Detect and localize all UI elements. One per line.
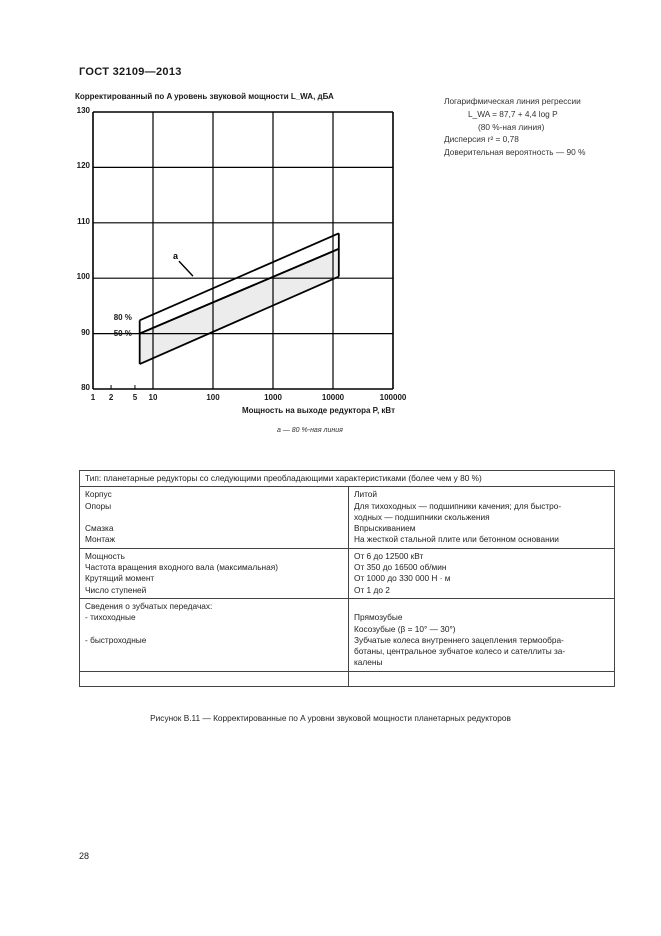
cell-line: Опоры bbox=[85, 500, 112, 511]
cell-line: Число ступеней bbox=[85, 584, 147, 595]
table-row bbox=[80, 598, 615, 671]
y-axis-label: Корректированный по A уровень звуковой мощности L_WA, дБА bbox=[75, 92, 334, 101]
table-cell bbox=[80, 548, 349, 598]
table-header-row bbox=[80, 471, 615, 487]
cell-line: Впрыскиванием bbox=[354, 523, 416, 534]
cell-line bbox=[85, 624, 343, 635]
cell-line: - быстроходные bbox=[85, 634, 147, 645]
cell-line: От 6 до 12500 кВт bbox=[354, 550, 424, 561]
table-cell bbox=[80, 487, 349, 548]
cell-line: Монтаж bbox=[85, 534, 116, 545]
cell-line: Для тихоходных — подшипники качения; для быстро- bbox=[354, 500, 562, 511]
table-row-empty bbox=[80, 671, 615, 686]
cell-line: калены bbox=[354, 657, 383, 668]
x-tick-label: 10 bbox=[148, 393, 158, 402]
cell-line bbox=[354, 601, 609, 612]
annotation-leader-line bbox=[179, 261, 193, 276]
y-tick-label: 100 bbox=[76, 272, 90, 282]
table-header-cell: Тип: планетарные редукторы со следующими преобладающими характеристиками (более чем у 80 %) bbox=[80, 471, 615, 487]
table-cell bbox=[349, 487, 615, 548]
cell-line: ходных — подшипники скольжения bbox=[354, 511, 490, 522]
band-label: 80 % bbox=[113, 312, 132, 322]
cell-line bbox=[85, 646, 343, 657]
cell-line: Прямозубые bbox=[354, 612, 403, 623]
x-tick-label: 10000 bbox=[321, 393, 345, 402]
cell-line: Сведения о зубчатых передачах: bbox=[85, 600, 213, 611]
cell-line: ботаны, центральное зубчатое колесо и сателлиты за- bbox=[354, 646, 566, 657]
regression-legend bbox=[444, 95, 585, 159]
x-tick-label: 2 bbox=[108, 393, 114, 402]
cell-line: От 1 до 2 bbox=[354, 584, 390, 595]
table-row bbox=[80, 548, 615, 598]
table-cell bbox=[349, 598, 615, 671]
chart-footnote: а — 80 %-ная линия bbox=[277, 427, 343, 434]
y-tick-label: 130 bbox=[76, 106, 90, 115]
table-cell bbox=[80, 671, 349, 686]
cell-line bbox=[85, 657, 343, 668]
document-header: ГОСТ 32109—2013 bbox=[79, 66, 182, 78]
cell-line bbox=[85, 512, 343, 523]
y-tick-label: 110 bbox=[77, 216, 90, 226]
x-tick-label: 100000 bbox=[379, 393, 407, 402]
table-row bbox=[80, 487, 615, 548]
legend-line: Логарифмическая линия регрессии bbox=[444, 96, 581, 106]
cell-line: Литой bbox=[354, 489, 378, 500]
table-cell bbox=[349, 671, 615, 686]
legend-line: (80 %-ная линия) bbox=[478, 121, 545, 132]
cell-line: Мощность bbox=[85, 550, 125, 561]
cell-line: Крутящий момент bbox=[85, 573, 155, 584]
legend-confidence: Доверительная вероятность — 90 % bbox=[444, 147, 586, 158]
figure-caption: Рисунок В.11 — Корректированные по A уровни звуковой мощности планетарных редукторов bbox=[150, 713, 511, 723]
cell-line: Косозубые (β = 10° — 30°) bbox=[354, 623, 456, 634]
x-tick-label: 1 bbox=[90, 393, 96, 402]
y-tick-label: 120 bbox=[76, 161, 90, 171]
legend-formula: L_WA = 87,7 + 4,4 log P bbox=[468, 108, 558, 119]
table-cell bbox=[80, 598, 349, 671]
characteristics-table bbox=[79, 470, 615, 687]
cell-line: Корпус bbox=[85, 489, 112, 500]
band-label: 50 % bbox=[113, 328, 132, 338]
cell-line: Смазка bbox=[85, 523, 114, 534]
chart-plot bbox=[60, 90, 420, 435]
x-tick-label: 1000 bbox=[264, 393, 282, 402]
x-axis-label: Мощность на выходе редуктора P, кВт bbox=[242, 406, 396, 415]
x-tick-label: 100 bbox=[206, 393, 220, 402]
cell-line: От 350 до 16500 об/мин bbox=[354, 562, 447, 573]
x-tick-label: 5 bbox=[132, 393, 138, 402]
sound-power-chart bbox=[60, 90, 420, 435]
y-tick-label: 90 bbox=[81, 327, 90, 337]
cell-line: - тихоходные bbox=[85, 612, 136, 623]
cell-line: Зубчатые колеса внутреннего зацепления термообра- bbox=[354, 634, 564, 645]
cell-line: На жесткой стальной плите или бетонном основании bbox=[354, 534, 559, 545]
table-cell bbox=[349, 548, 615, 598]
page-number: 28 bbox=[79, 851, 90, 861]
cell-line: От 1000 до 330 000 Н · м bbox=[354, 573, 451, 584]
y-tick-label: 80 bbox=[81, 383, 90, 392]
cell-line: Частота вращения входного вала (максимальная) bbox=[85, 562, 278, 573]
annotation-label: а bbox=[172, 251, 178, 262]
legend-variance: Дисперсия r² = 0,78 bbox=[444, 134, 519, 145]
